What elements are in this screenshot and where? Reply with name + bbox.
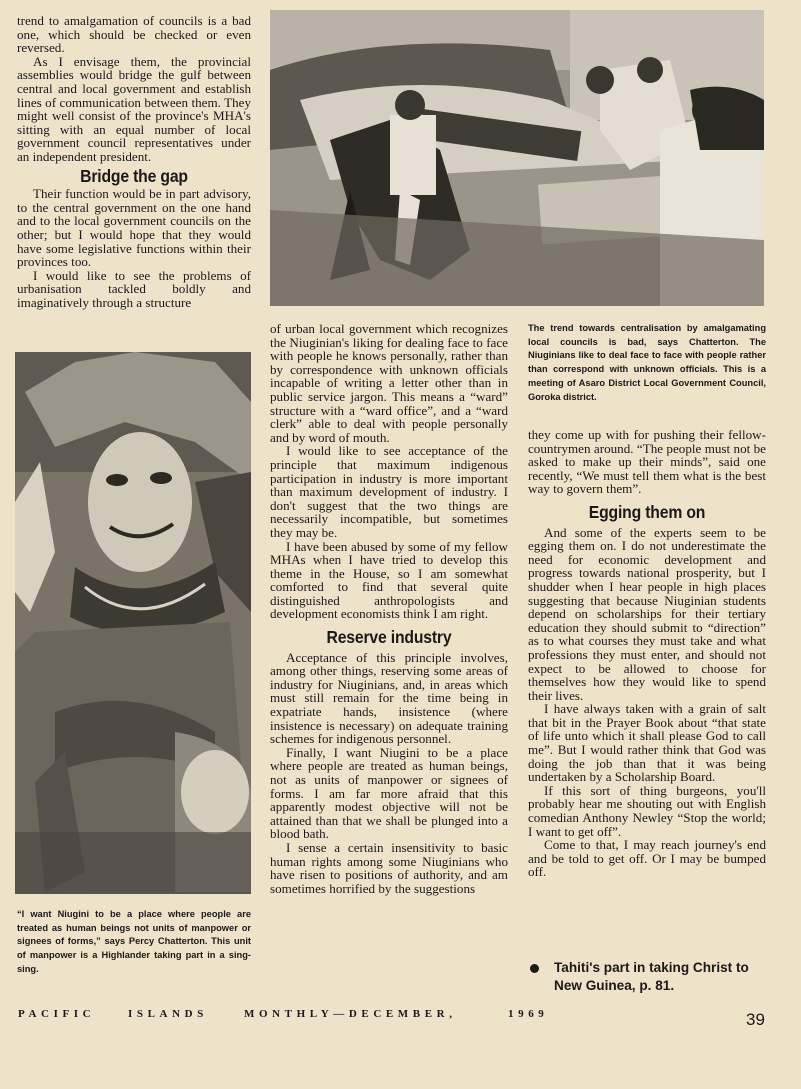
council-meeting-photo-image: [270, 10, 764, 306]
column-2-text: [270, 322, 508, 895]
highlander-photo: [15, 352, 251, 894]
paragraph: trend to amalgamation of councils is a bad one, which should be checked or even reversed.: [17, 13, 251, 56]
paragraph: If this sort of thing burgeons, you'll probably hear me shouting out with English comedian Anthony Newley “Stop the world; I want to get off”.: [528, 782, 766, 839]
paragraph: Acceptance of this principle involves, among other things, reserving some areas of industry for Niuginians, and, in areas which must still remain for the time being in expatriate hands, insistence (where insistence is necessary) on adequate training schemes for indigenous personnel.: [270, 649, 508, 747]
paragraph: Come to that, I may reach journey's end and be told to get off. Or I may be bumped off.: [528, 837, 766, 880]
paragraph: of urban local government which recognizes the Niuginian's liking for dealing face to face with people he knows personally, rather than by correspondence with unknown officials incapable of writing a letter other than in public service jargon. This means a “ward” structure with a “ward office”, and a “ward clerk” able to deal with people personally and by word of mouth.: [270, 321, 508, 445]
paragraph: As I envisage them, the provincial assemblies would bridge the gulf between central and local government and establish lines of communication between them. They might well consist of the province's MHA's sitting with an equal number of local government council representatives under an independent president.: [17, 53, 251, 164]
paragraph: Their function would be in part advisory, to the central government on the one hand and to the local government councils on the other; but I would hope that they would have some legislative functions within their provinces too.: [17, 186, 251, 270]
heading-egging-them-on: Egging them on: [588, 501, 706, 522]
paragraph: I would like to see acceptance of the principle that maximum indigenous participation in industry is more important than maximum development of industry. I don't suggest that the two things are necessarily incompatible, but sometimes they may be.: [270, 443, 508, 540]
paragraph: And some of the experts seem to be egging them on. I do not underestimate the need for economic development and progress towards national prosperity, but I shudder when I hear people in high places suggesting that because Niuginian students depend on scholarships for their tertiary education they should submit to “direction” as to what courses they must take and what professions they must enter, and should not expect to be allowed to choose for themselves how they would like to spend their lives.: [528, 524, 766, 703]
caption-text: The trend towards centralisation by amalgamating local councils is bad, says Chatterton. The Niuginians like to deal face to face with people rather than correspond with unknown officials. This is a meeting of Asaro District Local Government Council, Goroka district.: [528, 323, 766, 402]
bullet-icon: [530, 964, 539, 973]
highlander-photo-image: [15, 352, 251, 894]
council-caption: [528, 322, 766, 404]
page-footer: [18, 1008, 778, 1028]
footer-pacific: PACIFIC: [18, 1008, 96, 1020]
page-number: 39: [746, 1010, 765, 1029]
heading-bridge-the-gap: Bridge the gap: [80, 165, 188, 186]
paragraph: they come up with for pushing their fellow-countrymen around. “The people must not be asked to make up their minds”, said one recently, “We must tell them what is the best way to govern them”.: [528, 427, 766, 497]
column-1-text: [17, 14, 251, 309]
footer-islands: ISLANDS: [128, 1008, 208, 1020]
footer-monthly: MONTHLY—DECEMBER,: [244, 1008, 457, 1020]
paragraph: I sense a certain insensitivity to basic human rights among some Niuginians who have risen to positions of authority, and am sometimes horrified by the suggestions: [270, 839, 508, 896]
column-3-text: [528, 428, 766, 879]
paragraph: I have been abused by some of my fellow MHAs when I have tried to develop this theme in the House, so I am somewhat comforted to find that several quite distinguished anthropologists and development economists think I am right.: [270, 538, 508, 622]
council-meeting-photo: [270, 10, 764, 306]
footer-year: 1969: [508, 1008, 549, 1020]
paragraph: I have always taken with a grain of salt that bit in the Prayer Book about “that state of life unto which it shall please God to call me”. But I would rather think that God was doing the job than that it was being undertaken by a Scholarship Board.: [528, 701, 766, 785]
teaser-text: Tahiti's part in taking Christ to New Guinea, p. 81.: [554, 960, 749, 993]
paragraph: Finally, I want Niugini to be a place where people are treated as human beings, not as units of manpower or signees of forms. I am far more afraid that this apparently modest objective will not be attained than that we shall be plunged into a blood bath.: [270, 744, 508, 842]
paragraph: I would like to see the problems of urbanisation tackled boldly and imaginatively through a structure: [17, 267, 251, 310]
heading-reserve-industry: Reserve industry: [326, 627, 452, 648]
highlander-caption: [17, 908, 251, 977]
caption-text: “I want Niugini to be a place where people are treated as human beings not units of manpower or signees of forms,” says Percy Chatterton. This unit of manpower is a Highlander taking part in a sing-sing.: [17, 909, 251, 974]
